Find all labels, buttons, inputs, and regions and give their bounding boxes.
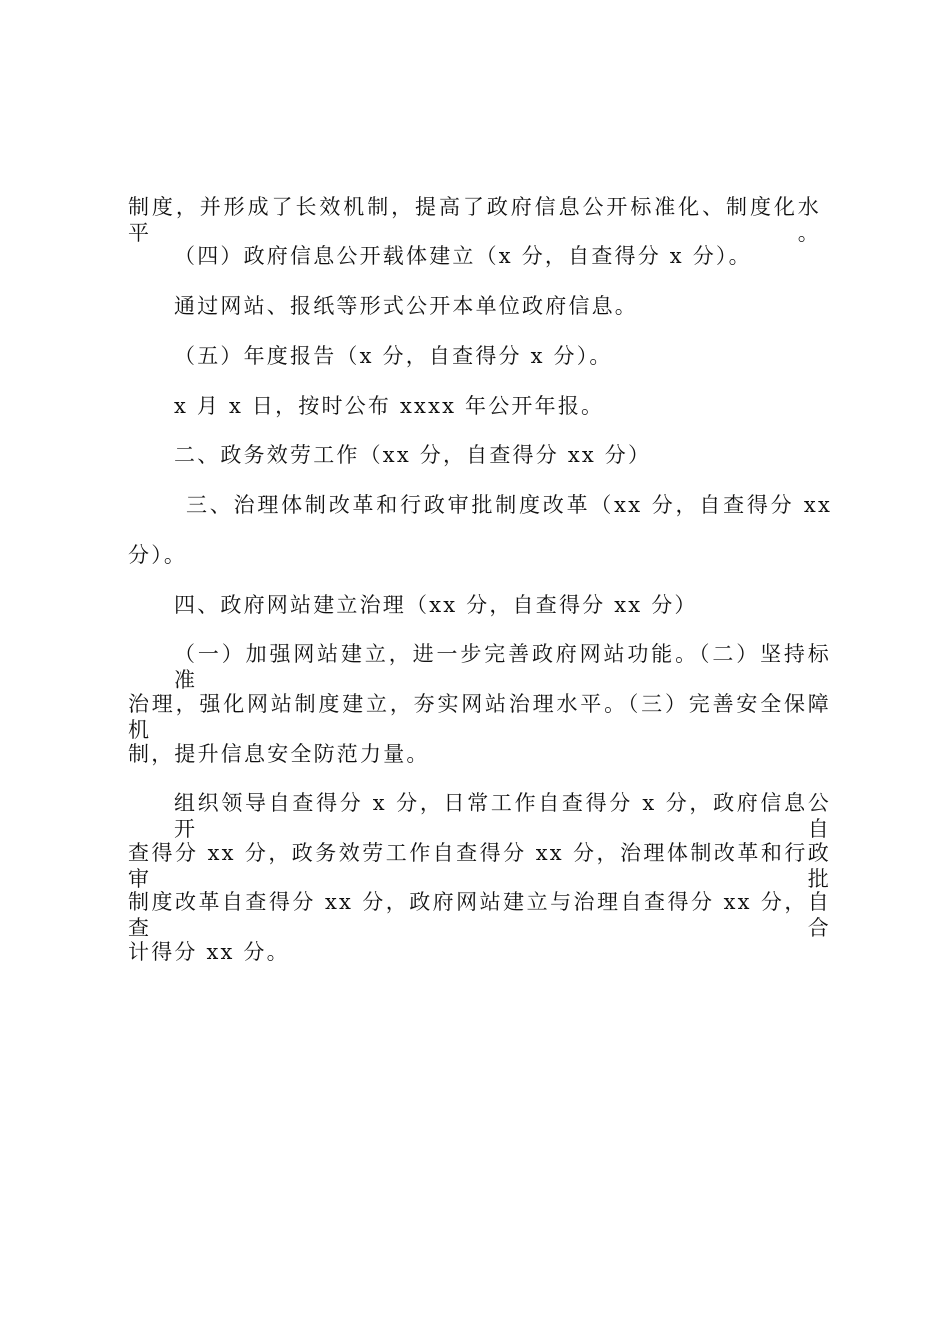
paragraph-line-5: x 月 x 日，按时公布 xxxx 年公开年报。 [174,394,605,418]
paragraph-line-11: 治理，强化网站制度建立，夯实网站治理水平。（三）完善安全保障机 [128,692,831,742]
paragraph-line-3: 通过网站、报纸等形式公开本单位政府信息。 [174,294,638,318]
paragraph-line-13: 组织领导自查得分 x 分，日常工作自查得分 x 分，政府信息公开自 [174,791,831,841]
paragraph-line-12: 制，提升信息安全防范力量。 [128,742,430,766]
paragraph-line-16: 计得分 xx 分。 [128,940,290,964]
paragraph-line-1: 制度，并形成了长效机制，提高了政府信息公开标准化、制度化水平。 [128,195,821,245]
section-heading-4: （四）政府信息公开载体建立（x 分，自查得分 x 分）。 [174,244,752,268]
paragraph-line-8: 分）。 [128,543,188,567]
paragraph-line-14: 查得分 xx 分，政务效劳工作自查得分 xx 分，治理体制改革和行政审批 [128,841,831,891]
section-heading-three: 三、治理体制改革和行政审批制度改革（xx 分，自查得分 xx [186,493,832,517]
paragraph-line-15: 制度改革自查得分 xx 分，政府网站建立与治理自查得分 xx 分，自查合 [128,890,831,940]
section-heading-four: 四、政府网站建立治理（xx 分，自查得分 xx 分） [174,593,698,617]
paragraph-line-10: （一）加强网站建立，进一步完善政府网站功能。（二）坚持标准 [174,642,831,692]
section-heading-two: 二、政务效劳工作（xx 分，自查得分 xx 分） [174,443,652,467]
section-heading-5: （五）年度报告（x 分，自查得分 x 分）。 [174,344,613,368]
